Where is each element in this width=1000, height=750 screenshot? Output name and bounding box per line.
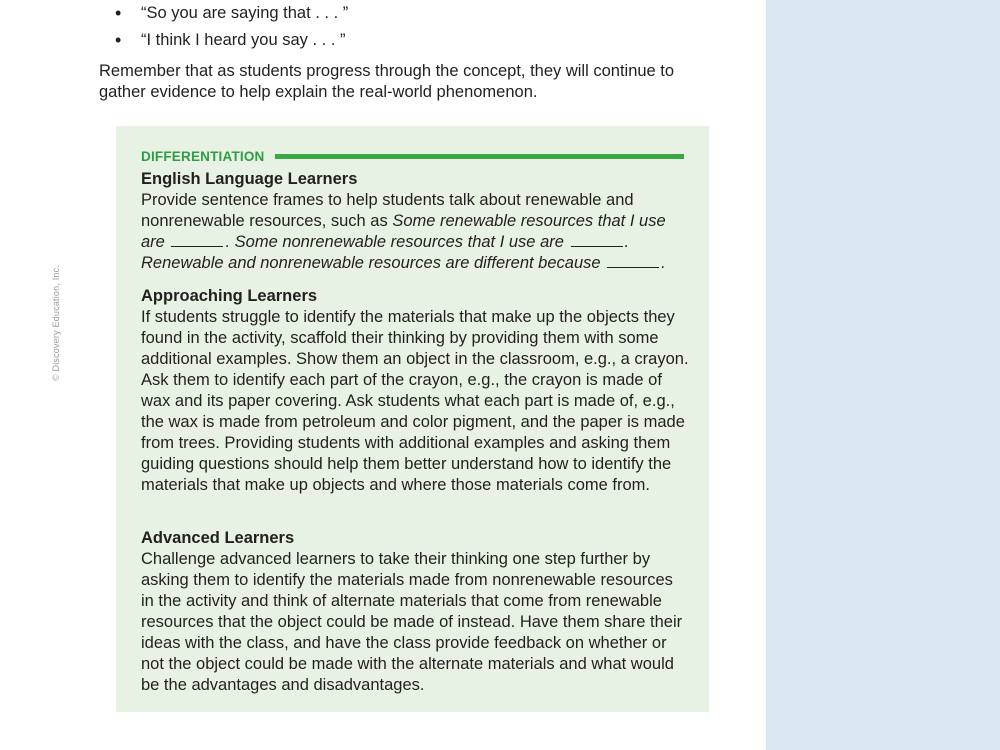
differentiation-box bbox=[116, 126, 709, 712]
header-rule bbox=[275, 154, 685, 159]
ell-text bbox=[141, 190, 689, 274]
differentiation-title: DIFFERENTIATION bbox=[141, 148, 265, 164]
right-margin-panel bbox=[766, 0, 1000, 750]
sentence-starter-list bbox=[112, 0, 348, 54]
advanced-section bbox=[141, 528, 689, 696]
approaching-section bbox=[141, 286, 689, 496]
fill-blank bbox=[171, 232, 223, 247]
ell-text-intro: Provide sentence frames to help students talk about renewable and nonrenewable resources, such as bbox=[141, 191, 634, 230]
ell-frame-2: Some nonrenewable resources that I use are bbox=[234, 233, 564, 251]
fill-blank bbox=[571, 232, 623, 247]
advanced-heading: Advanced Learners bbox=[141, 529, 295, 547]
ell-frame-3: Renewable and nonrenewable resources are different because bbox=[141, 254, 601, 272]
intro-paragraph: Remember that as students progress through the concept, they will continue to gather evidence to help explain the real-world phenomenon. bbox=[99, 62, 675, 101]
ell-frame-1: Some renewable resources that I use are bbox=[141, 212, 666, 251]
copyright-notice: © Discovery Education, Inc. bbox=[51, 264, 61, 382]
approaching-text: If students struggle to identify the materials that make up the objects they found in the activity, scaffold their thinking by providing them with some additional examples. Show them an object in the classroom, e.g., a crayon. Ask them to identify each part of the crayon, e.g., the crayon is made of wax and its paper covering. Ask students what each part is made of, e.g., the wax is made from petroleum and color pigment, and the paper is made from trees. Providing students with additional examples and asking them guiding questions should help them better understand how to identify the materials that make up objects and where those materials come from. bbox=[141, 308, 689, 494]
approaching-heading: Approaching Learners bbox=[141, 287, 318, 305]
list-item: • “I think I heard you say . . . ” bbox=[112, 27, 348, 54]
ell-heading: English Language Learners bbox=[141, 170, 358, 188]
ell-frame-period: . bbox=[624, 233, 630, 251]
ell-frame-period: . bbox=[661, 254, 666, 272]
ell-section bbox=[141, 169, 689, 274]
fill-blank bbox=[607, 253, 659, 268]
list-item: • “So you are saying that . . . ” bbox=[112, 0, 348, 27]
ell-frame-period: . bbox=[225, 233, 231, 251]
differentiation-header bbox=[141, 148, 684, 164]
advanced-text: Challenge advanced learners to take their thinking one step further by asking them to identify the materials made from nonrenewable resources in the activity and think of alternate materials that come from renewable resources that the object could be made of instead. Have them share their ideas with the class, and have the class provide feedback on whether or not the object could be made with the alternate materials and what would be the advantages and disadvantages. bbox=[141, 550, 683, 694]
